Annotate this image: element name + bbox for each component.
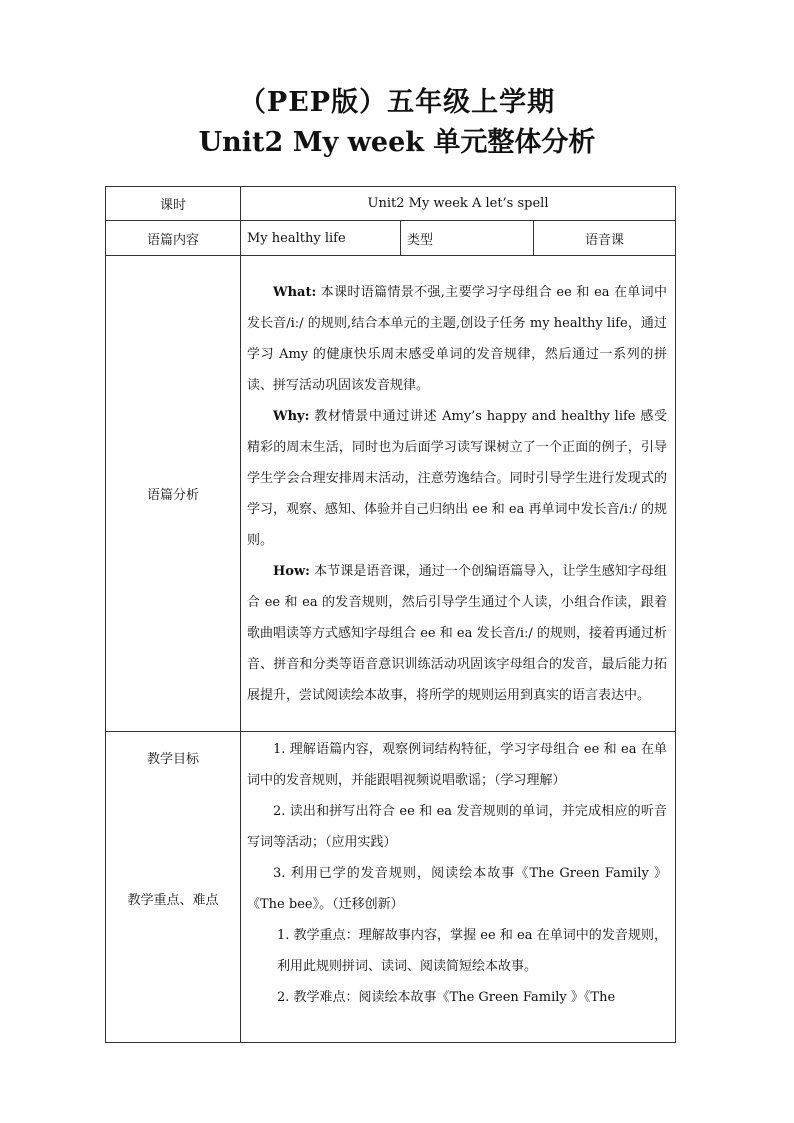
what-text: 本课时语篇情景不强,主要学习字母组合 ee 和 ea 在单词中发长音/iː/ 的规则,结合本单元的主题,创设子任务 my healthy life，通过学习 Amy 的健康快乐周末感受单词的发音规律，然后通过一系列的拼读、拼写活动巩固该发音规律。	[247, 284, 667, 393]
type-label: 类型	[401, 221, 534, 256]
goal-1: 1. 理解语篇内容，观察例词结构特征，学习字母组合 ee 和 ea 在单词中的发音规则，并能跟唱视频说唱歌谣；（学习理解）	[247, 742, 667, 788]
table-row	[106, 221, 676, 256]
goal-3: 3. 利用已学的发音规则，阅读绘本故事《The Green Family 》《The bee》。（迁移创新）	[247, 866, 667, 912]
how-paragraph	[247, 556, 667, 711]
goals-label: 教学目标	[146, 752, 199, 767]
key-point: 1. 教学重点：理解故事内容，掌握 ee 和 ea 在单词中的发音规则，利用此规则拼词、读词、阅读简短绘本故事。	[277, 928, 667, 974]
table-row	[106, 256, 676, 732]
difficult-point: 2. 教学难点：阅读绘本故事《The Green Family 》《The	[277, 990, 616, 1005]
analysis-label: 语篇分析	[106, 256, 241, 732]
lesson-label: 课时	[106, 187, 241, 221]
what-paragraph	[247, 277, 667, 401]
why-text: 教材情景中通过讲述 Amy’s happy and healthy life 感受精彩的周末生活，同时也为后面学习读写课树立了一个正面的例子，引导学生学会合理安排周末活动，注意劳逸结合。同时引导学生进行发现式的学习，观察、感知、体验并自己归纳出 ee 和 ea 再单词中发长音/iː/ 的规则。	[247, 408, 667, 548]
lesson-analysis-table	[105, 186, 676, 1043]
why-lead: Why:	[273, 408, 310, 424]
type-value: 语音课	[534, 221, 676, 256]
document-title-line2: Unit2 My week 单元整体分析	[198, 127, 596, 158]
lesson-value: Unit2 My week A let’s spell	[241, 187, 676, 221]
how-text: 本节课是语音课，通过一个创编语篇导入，让学生感知字母组合 ee 和 ea 的发音规则，然后引导学生通过个人读，小组合作读，跟着歌曲唱读等方式感知字母组合 ee 和 ea 发长音/iː/ 的规则，接着再通过析音、拼音和分类等语音意识训练活动巩固该字母组合的发音，最后能力拓展提升，尝试阅读绘本故事，将所学的规则运用到真实的语言表达中。	[247, 563, 667, 703]
goals-content	[241, 732, 676, 1043]
table-row	[106, 732, 676, 1043]
text-content-label: 语篇内容	[106, 221, 241, 256]
text-content-value: My healthy life	[241, 221, 401, 256]
table-row	[106, 187, 676, 221]
why-paragraph	[247, 401, 667, 556]
goal-2: 2. 读出和拼写出符合 ee 和 ea 发音规则的单词，并完成相应的听音写词等活动；（应用实践）	[247, 804, 667, 850]
analysis-content	[241, 256, 676, 732]
document-title-line1: （PEP版）五年级上学期	[238, 87, 556, 118]
goals-label-cell	[106, 732, 241, 1043]
what-lead: What:	[273, 284, 317, 300]
how-lead: How:	[273, 563, 310, 579]
keys-label: 教学重点、难点	[127, 893, 219, 908]
